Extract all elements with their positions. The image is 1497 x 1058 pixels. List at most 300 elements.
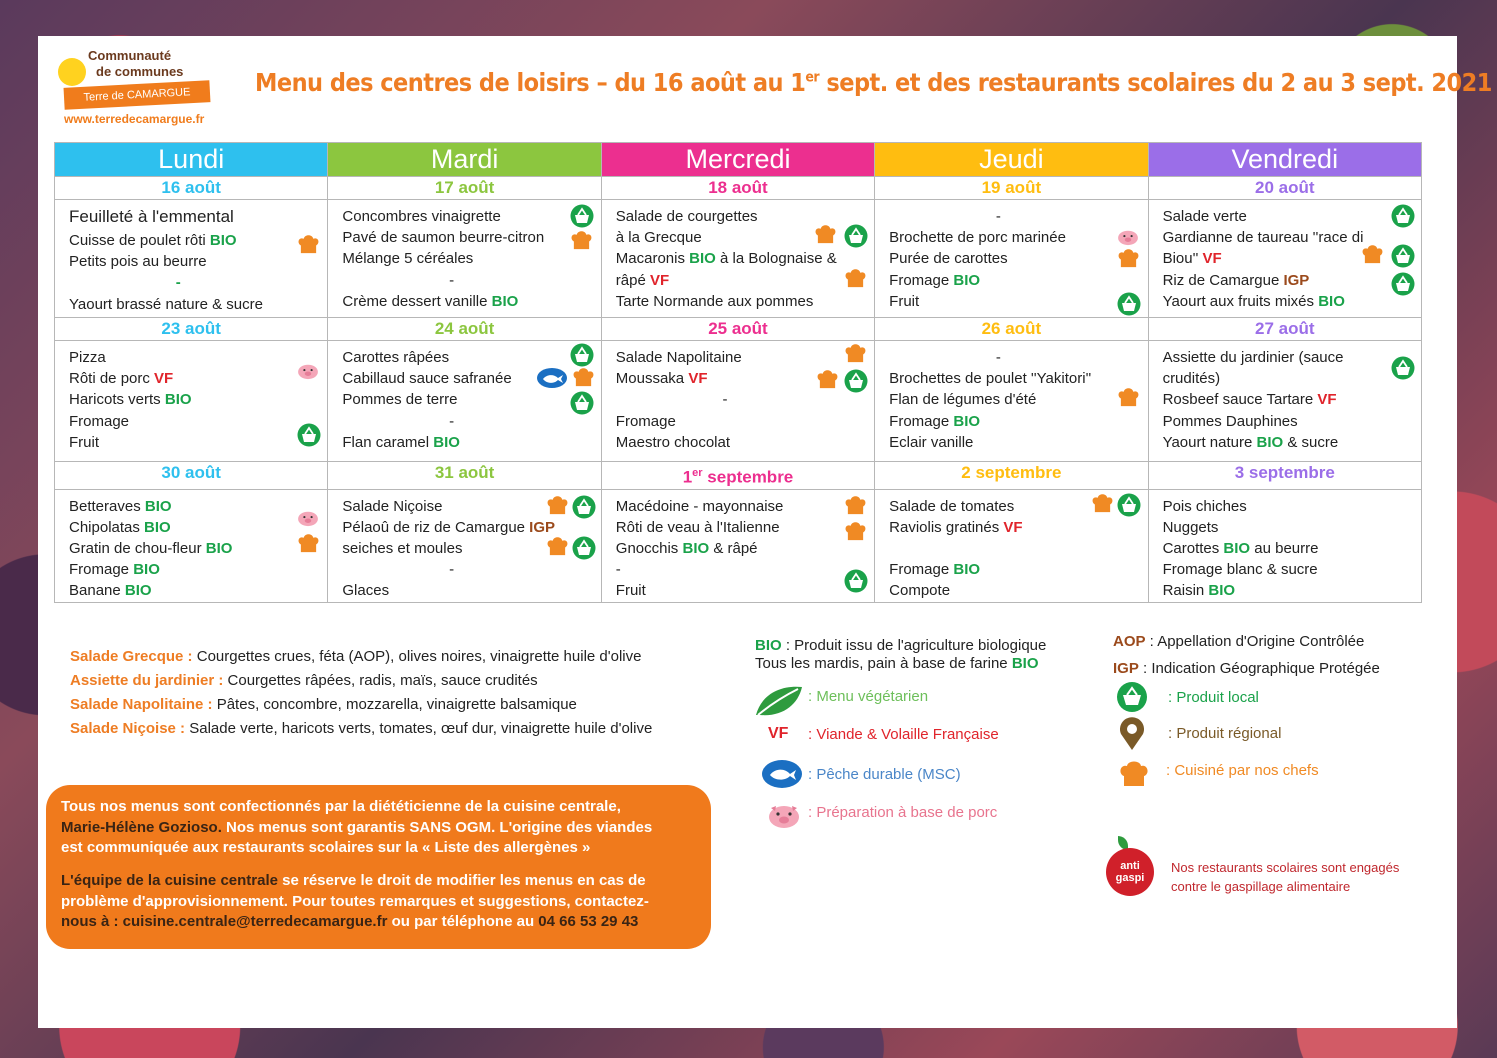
menu-item [342, 538, 560, 559]
logo [56, 46, 226, 131]
salad-desc: Courgettes crues, féta (AOP), olives noires, vinaigrette huile d'olive [192, 648, 642, 665]
info-paragraph-2 [61, 871, 706, 933]
menu-cell-monday [55, 200, 328, 318]
dish-text: Petits pois au beurre [69, 253, 207, 271]
vf-tag: VF [1202, 250, 1222, 268]
menu-item [69, 559, 287, 580]
legend-text: : Appellation d'Origine Contrôlée [1145, 633, 1365, 650]
dish-text: Fromage [889, 271, 954, 289]
title-part2: sept. et des restaurants scolaires du 2 au 3 sept. 2021 [819, 68, 1492, 97]
dish-text: Pavé de saumon beurre-citron [342, 229, 545, 247]
chef-hat-icon [814, 224, 836, 246]
dish-text: Carottes râpées [342, 349, 450, 366]
basket-icon [1117, 493, 1139, 515]
dish-text: Macédoine - mayonnaise [615, 497, 784, 515]
menu-item [889, 248, 1107, 269]
menu-item [889, 496, 1107, 517]
chef-hat-icon [1361, 244, 1383, 266]
map-pin-icon [1117, 716, 1147, 752]
separator: - [449, 412, 455, 430]
menu-item [889, 517, 1107, 538]
dish-text: Fromage [69, 412, 130, 430]
legend-regional: : Produit régional [1168, 725, 1282, 742]
date-tuesday: 17 août [328, 177, 601, 200]
basket-icon [572, 495, 594, 517]
chef-hat-icon [1117, 387, 1139, 409]
dish-text: Betteraves [69, 497, 145, 515]
menu-item [1163, 411, 1381, 432]
info-line: est communiquée aux restaurants scolaires sur la « Liste des allergènes » [61, 839, 591, 857]
bio-tag: BIO [124, 582, 152, 600]
pig-icon [297, 362, 319, 384]
basket-icon [570, 343, 592, 365]
basket-icon [1117, 292, 1139, 314]
menu-item [616, 368, 834, 389]
bio-tag: BIO [144, 497, 172, 515]
fish-icon [761, 759, 803, 789]
menu-item [889, 270, 1107, 291]
menu-item [889, 432, 1107, 453]
logo-line1: Communauté [88, 48, 172, 63]
dish-text: Maestro chocolat [615, 433, 731, 451]
legend-msc: : Pêche durable (MSC) [808, 766, 961, 783]
menu-item [69, 272, 287, 293]
bio-tag: BIO [491, 292, 519, 310]
menu-item [69, 496, 287, 517]
dish-text: Fromage [889, 561, 954, 579]
menu-item [342, 411, 560, 432]
menu-cell-wednesday [601, 200, 874, 318]
menu-item [69, 294, 287, 315]
bio-tag: BIO [144, 518, 171, 536]
basket-icon [1391, 272, 1413, 294]
dish-text: Haricots verts [69, 391, 165, 409]
antigaspi-line: contre le gaspillage alimentaire [1171, 879, 1351, 894]
menu-item [1163, 227, 1381, 248]
menu-cell-tuesday [328, 200, 601, 318]
menu-item [889, 291, 1107, 312]
menu-item [69, 538, 287, 559]
dish-text: Salade Niçoise [342, 497, 443, 515]
menu-item [616, 389, 834, 410]
separator: - [995, 349, 1001, 366]
menu-item [616, 291, 834, 312]
menu-item [1163, 248, 1381, 269]
bio-tag: BIO [164, 391, 192, 409]
date-thursday: 2 septembre [875, 462, 1148, 490]
dish-text: & râpé [709, 540, 758, 558]
dish-text: Moussaka [615, 370, 689, 388]
dish-text: Fromage blanc & sucre [1162, 561, 1318, 579]
antigaspi-logo [1104, 836, 1156, 898]
info-line: Tous nos menus sont confectionnés par la diététicienne de la cuisine centrale, [61, 798, 621, 815]
dish-text: Yaourt aux fruits mixés [1162, 292, 1319, 310]
menu-item [616, 559, 834, 580]
legend-local: : Produit local [1168, 689, 1259, 706]
salad-legend [70, 645, 652, 741]
basket-icon [1391, 244, 1413, 266]
dish-text: au beurre [1250, 540, 1319, 558]
dish-text: Concombres vinaigrette [342, 208, 501, 225]
menu-cell-wednesday [601, 489, 874, 602]
chef-hat-icon [297, 234, 319, 256]
menu-item [616, 496, 834, 517]
menu-item [69, 517, 287, 538]
dish-text: seiches et moules [342, 540, 463, 558]
chef-hat-icon [844, 495, 866, 517]
info-text: ou par téléphone au [387, 913, 539, 931]
legend-aop [1113, 633, 1364, 650]
chef-hat-icon [297, 533, 319, 555]
dish-text: Pizza [69, 349, 106, 366]
date-monday: 23 août [55, 318, 328, 341]
menu-item [342, 248, 560, 269]
menu-cell-friday [1148, 341, 1421, 462]
team-name: L'équipe de la cuisine centrale [61, 872, 278, 889]
menu-item [1163, 270, 1381, 291]
menu-cell-thursday [875, 341, 1148, 462]
vf-tag: VF [768, 725, 789, 742]
legend-vf: : Viande & Volaille Française [808, 726, 999, 743]
dish-text: Riz de Camargue [1162, 271, 1284, 289]
menu-cell-thursday [875, 200, 1148, 318]
menu-item [69, 251, 287, 272]
info-line [61, 871, 706, 892]
salad-name: Salade Niçoise : [70, 720, 186, 737]
contact-phone[interactable]: 04 66 53 29 43 [538, 913, 639, 931]
igp-tag: IGP [1283, 271, 1310, 289]
basket-icon [1116, 681, 1148, 713]
menu-item [616, 538, 834, 559]
basket-icon [570, 391, 592, 413]
bio-tag: BIO [133, 561, 160, 579]
menu-item [342, 389, 560, 410]
vf-tag: VF [1317, 391, 1337, 409]
menu-item [889, 389, 1107, 410]
bio-tag: BIO [1208, 582, 1236, 600]
salad-napolitaine [70, 693, 652, 717]
dietitian-name: Marie-Hélène Gozioso. [61, 818, 222, 836]
chef-hat-icon [844, 268, 866, 290]
dish-text: Salade de tomates [889, 497, 1015, 515]
leaf-icon [752, 683, 804, 719]
dish-text: crudités) [1162, 370, 1221, 388]
dish-text: à la Bolognaise & [715, 250, 837, 268]
legend-veg: : Menu végétarien [808, 688, 929, 705]
bio-tag: BIO [1223, 540, 1251, 558]
dish-text: Purée de carottes [889, 250, 1008, 268]
date-wednesday: 1er septembre [601, 462, 874, 490]
chef-hat-icon [1117, 248, 1139, 270]
menu-item [889, 368, 1107, 389]
menu-item [889, 538, 1107, 559]
basket-icon [844, 224, 866, 246]
menu-item [69, 204, 287, 230]
dish-text: Brochettes de poulet ''Yakitori'' [889, 370, 1092, 388]
chef-hat-icon [546, 536, 568, 558]
menu-cell-monday [55, 341, 328, 462]
menu-cell-tuesday [328, 489, 601, 602]
day-header-tuesday: Mardi [328, 143, 601, 177]
info-box [46, 785, 711, 949]
menu-item [1163, 347, 1381, 368]
menu-item [342, 496, 560, 517]
title-part1: Menu des centres de loisirs – du 16 août au 1 [255, 68, 806, 97]
dish-text: Rosbeef sauce Tartare [1162, 391, 1318, 409]
menu-table [54, 142, 1422, 603]
dish-text: Raviolis gratinés [889, 518, 1004, 536]
info-line [61, 912, 706, 933]
date-wednesday: 25 août [601, 318, 874, 341]
date-friday: 3 septembre [1148, 462, 1421, 490]
menu-item [342, 559, 560, 580]
basket-icon [1391, 204, 1413, 226]
bio-tag: BIO [433, 433, 460, 451]
dish-text: Salade verte [1162, 208, 1247, 225]
menu-item [889, 559, 1107, 580]
date-tuesday: 31 août [328, 462, 601, 490]
menu-item [342, 517, 560, 538]
menu-item [889, 347, 1107, 368]
menu-item [342, 206, 560, 227]
page-title [255, 68, 1492, 97]
menu-item [1163, 517, 1381, 538]
contact-email[interactable]: nous à : cuisine.centrale@terredecamargue.fr [61, 913, 388, 931]
menu-item [889, 580, 1107, 601]
menu-item [616, 206, 834, 227]
date-monday: 16 août [55, 177, 328, 200]
bio-tag: BIO [953, 561, 981, 579]
dish-text: Cuisse de poulet rôti [69, 232, 210, 249]
menu-item [889, 411, 1107, 432]
igp-tag: IGP [1113, 660, 1139, 677]
bio-tag: BIO [209, 232, 237, 249]
info-line: problème d'approvisionnement. Pour toutes remarques et suggestions, contactez- [61, 892, 649, 910]
menu-item [342, 227, 560, 248]
dish-text: Yaourt brassé nature & sucre [69, 295, 263, 313]
basket-icon [572, 536, 594, 558]
dish-text: Brochette de porc marinée [889, 229, 1066, 247]
chef-hat-icon [844, 521, 866, 543]
menu-item [342, 432, 560, 453]
chef-hat-icon [1091, 493, 1113, 515]
bio-tag: BIO [205, 540, 233, 558]
legend-text: : Produit issu de l'agriculture biologique [781, 637, 1047, 654]
dish-text: Fromage [69, 561, 134, 579]
menu-item [1163, 496, 1381, 517]
menu-cell-friday [1148, 200, 1421, 318]
date-thursday: 19 août [875, 177, 1148, 200]
dish-text: Gnocchis [615, 540, 683, 558]
menu-cell-thursday [875, 489, 1148, 602]
bio-tag: BIO [953, 412, 981, 430]
antigaspi-text [1171, 858, 1399, 896]
dish-text: Flan caramel [342, 433, 434, 451]
info-paragraph-1 [61, 797, 706, 859]
dish-text: & sucre [1283, 433, 1339, 451]
bio-tag: BIO [953, 271, 981, 289]
pig-icon [767, 803, 801, 829]
dish-text: Tarte Normande aux pommes [615, 292, 814, 310]
dish-text: râpé [615, 271, 650, 289]
legend-igp [1113, 660, 1380, 677]
dish-text: Nuggets [1162, 518, 1219, 536]
day-header-thursday: Jeudi [875, 143, 1148, 177]
menu-item [342, 580, 560, 601]
legend-text: : Indication Géographique Protégée [1138, 660, 1380, 677]
dish-text: Salade Napolitaine [615, 349, 742, 366]
bio-tag: BIO [1256, 433, 1284, 451]
menu-cell-wednesday [601, 341, 874, 462]
dish-text: Feuilleté à l'emmental [69, 207, 234, 226]
dish-text: Macaronis [615, 250, 690, 268]
menu-item [616, 580, 834, 601]
dish-text: Fruit [69, 433, 99, 451]
menu-item [342, 347, 560, 368]
dish-text: Rôti de veau à l'Italienne [615, 518, 780, 536]
menu-row [55, 489, 1422, 602]
dish-text: Raisin [1162, 582, 1209, 600]
dish-text: Salade de courgettes [615, 208, 758, 225]
menu-item [1163, 580, 1381, 601]
basket-icon [1391, 356, 1413, 378]
bio-tag: BIO [755, 637, 782, 654]
menu-item [1163, 368, 1381, 389]
dish-text: Gratin de chou-fleur [69, 540, 206, 558]
dish-text: Crème dessert vanille [342, 292, 492, 310]
menu-item [69, 389, 287, 410]
logo-band: Terre de CAMARGUE [64, 80, 211, 110]
day-header-row [55, 143, 1422, 177]
dish-text: Mélange 5 céréales [342, 250, 474, 268]
menu-row [55, 341, 1422, 462]
menu-item [342, 368, 560, 389]
sun-icon [58, 58, 86, 86]
dish-text: Pois chiches [1162, 497, 1247, 515]
logo-line2: de communes [96, 64, 184, 79]
menu-item [69, 230, 287, 251]
day-header-wednesday: Mercredi [601, 143, 874, 177]
salad-jardinier [70, 669, 652, 693]
date-friday: 27 août [1148, 318, 1421, 341]
antigaspi-label: anti gaspi [1106, 848, 1154, 896]
dish-text: Rôti de porc [69, 370, 155, 388]
day-header-monday: Lundi [55, 143, 328, 177]
menu-item [342, 291, 560, 312]
bio-tag: BIO [689, 250, 716, 268]
separator: - [175, 274, 181, 292]
date-thursday: 26 août [875, 318, 1148, 341]
menu-item [1163, 559, 1381, 580]
menu-item [616, 347, 834, 368]
dish-text: Banane [69, 582, 125, 600]
day-header-friday: Vendredi [1148, 143, 1421, 177]
date-tuesday: 24 août [328, 318, 601, 341]
dish-text: à la Grecque [615, 229, 702, 247]
menu-item [69, 368, 287, 389]
legend-bio [755, 637, 1046, 673]
menu-item [615, 248, 837, 269]
bio-tag: BIO [682, 540, 710, 558]
chef-hat-icon [570, 230, 592, 252]
menu-item [1163, 389, 1381, 410]
vf-tag: VF [154, 370, 174, 388]
menu-item [342, 270, 560, 291]
legend-bread-line [755, 655, 1046, 673]
chef-hat-icon [816, 369, 838, 391]
dish-text: Pommes Dauphines [1162, 412, 1298, 430]
dish-text: Cabillaud sauce safranée [342, 370, 512, 388]
menu-item [616, 411, 834, 432]
salad-desc: Courgettes râpées, radis, maïs, sauce crudités [223, 672, 538, 689]
menu-item [1163, 291, 1381, 312]
vf-tag: VF [688, 370, 708, 388]
menu-row [55, 200, 1422, 318]
title-sup: er [805, 69, 820, 86]
separator: - [449, 271, 455, 289]
weeks-body [55, 177, 1422, 603]
menu-item [69, 347, 287, 368]
dish-text: Pommes de terre [342, 391, 458, 409]
dish-text: Fruit [889, 292, 920, 310]
antigaspi-line: Nos restaurants scolaires sont engagés [1171, 860, 1400, 875]
legend-text: Tous les mardis, pain à base de farine [755, 655, 1012, 672]
salad-name: Salade Napolitaine : [70, 696, 213, 713]
date-row [55, 462, 1422, 490]
menu-cell-friday [1148, 489, 1421, 602]
legend-chef: : Cuisiné par nos chefs [1166, 762, 1319, 779]
logo-url: www.terredecamargue.fr [64, 112, 205, 126]
dish-text: Glaces [342, 582, 390, 600]
chef-hat-icon [844, 343, 866, 365]
menu-item [69, 411, 287, 432]
dish-text: Gardianne de taureau ''race di [1162, 229, 1364, 247]
chef-hat-icon [572, 367, 594, 389]
menu-item [69, 580, 287, 601]
salad-name: Assiette du jardinier : [70, 672, 224, 689]
info-line [61, 818, 706, 839]
pig-icon [1117, 228, 1139, 250]
fish-icon [536, 367, 558, 389]
salad-name: Salade Grecque : [70, 648, 193, 665]
dish-text: Fromage [615, 412, 676, 430]
menu-item [1163, 206, 1381, 227]
dish-text: Compote [889, 582, 951, 600]
menu-cell-monday [55, 489, 328, 602]
menu-item [889, 206, 1107, 227]
legend-pork: : Préparation à base de porc [808, 804, 998, 821]
bio-tag: BIO [1011, 655, 1039, 672]
menu-item [616, 517, 834, 538]
menu-item [889, 227, 1107, 248]
dish-text: Flan de légumes d'été [889, 391, 1037, 409]
dish-text: Yaourt nature [1162, 433, 1257, 451]
dish-text: Chipolatas [69, 518, 145, 536]
info-text: se réserve le droit de modifier les menus en cas de [277, 872, 646, 889]
basket-icon [297, 423, 319, 445]
menu-item [1163, 538, 1381, 559]
legend-bio-line [755, 637, 1046, 655]
dish-text: - [615, 561, 621, 579]
menu-item [616, 270, 834, 291]
dish-text: Eclair vanille [889, 433, 974, 451]
salad-grecque [70, 645, 652, 669]
vf-tag: VF [1003, 518, 1023, 536]
dish-text: Fruit [615, 582, 646, 600]
dish-text: Carottes [1162, 540, 1224, 558]
igp-tag: IGP [529, 518, 556, 536]
dish-text: Fromage [889, 412, 954, 430]
